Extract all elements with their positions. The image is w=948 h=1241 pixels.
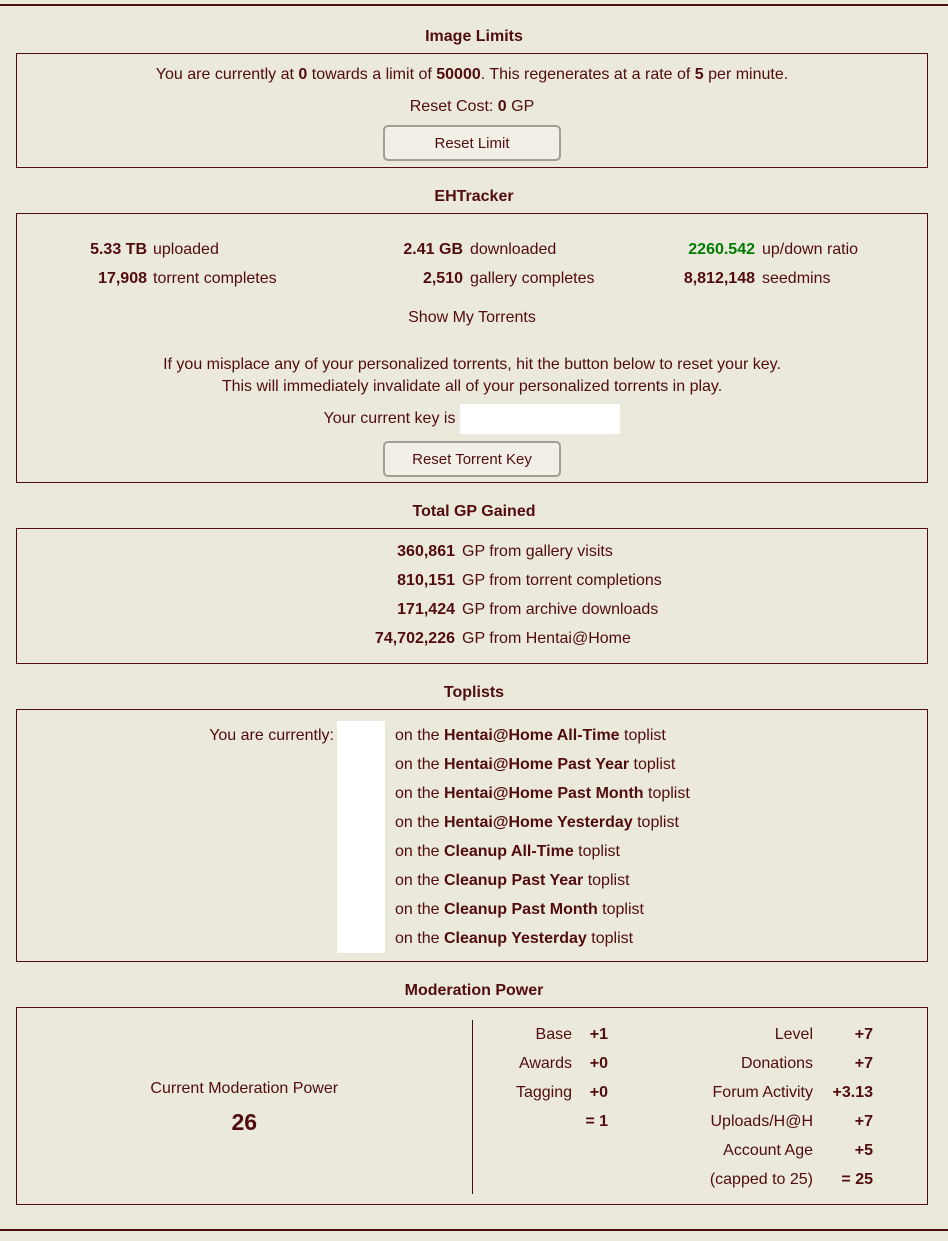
gp-gallery-visits-label: GP from gallery visits xyxy=(462,542,613,560)
section-title-moderation-power: Moderation Power xyxy=(404,982,544,999)
gp-table xyxy=(17,537,927,653)
gp-archive-downloads-value: 171,424 xyxy=(397,600,455,618)
toplist-link[interactable]: Hentai@Home Yesterday xyxy=(443,813,633,831)
mod-level-value: +7 xyxy=(854,1025,873,1043)
moderation-row xyxy=(17,1020,873,1049)
gp-torrent-completions-label: GP from torrent completions xyxy=(462,571,662,589)
toplist-prefix: on the xyxy=(395,929,444,947)
gp-gallery-visits-value: 360,861 xyxy=(397,542,455,560)
gp-row xyxy=(17,595,927,624)
toplist-link[interactable]: Cleanup All-Time xyxy=(443,842,574,860)
bottom-divider xyxy=(0,1229,948,1231)
gp-torrent-completions-value: 810,151 xyxy=(397,571,455,589)
toplist-suffix: toplist xyxy=(619,726,666,744)
toplist-prefix: on the xyxy=(395,755,444,773)
gp-row xyxy=(17,537,927,566)
seedmins-label: seedmins xyxy=(762,269,831,287)
toplists-intro: You are currently: xyxy=(209,727,334,744)
toplist-suffix: toplist xyxy=(629,755,676,773)
gp-hentai-at-home-value: 74,702,226 xyxy=(374,629,455,647)
toplist-prefix: on the xyxy=(395,784,444,802)
downloaded-label: downloaded xyxy=(470,240,557,258)
toplist-link[interactable]: Hentai@Home All-Time xyxy=(443,726,620,744)
stats-row xyxy=(17,235,927,264)
ratio-value: 2260.542 xyxy=(688,240,755,258)
current-key-line xyxy=(17,404,927,434)
toplists-panel xyxy=(16,709,928,962)
toplist-suffix: toplist xyxy=(597,900,644,918)
gp-hentai-at-home-label: GP from Hentai@Home xyxy=(462,629,631,647)
mod-forum-activity-label: Forum Activity xyxy=(712,1083,813,1101)
current-moderation-power-value: 26 xyxy=(231,1109,258,1135)
toplist-prefix: on the xyxy=(395,871,444,889)
downloaded-value: 2.41 GB xyxy=(403,240,463,258)
toplist-link[interactable]: Cleanup Past Year xyxy=(443,871,584,889)
moderation-power-panel xyxy=(16,1007,928,1205)
toplist-suffix: toplist xyxy=(583,871,630,889)
mod-left-sum-label xyxy=(472,1107,578,1136)
toplist-prefix: on the xyxy=(395,842,444,860)
toplist-suffix: toplist xyxy=(643,784,690,802)
tracker-stats-table xyxy=(17,235,927,293)
torrent-key-info xyxy=(17,354,927,397)
section-title-ehtracker: EHTracker xyxy=(434,188,514,205)
toplist-link[interactable]: Cleanup Yesterday xyxy=(443,929,587,947)
toplist-suffix: toplist xyxy=(573,842,620,860)
stats-row xyxy=(17,264,927,293)
torrent-completes-label: torrent completes xyxy=(153,269,277,287)
total-gp-panel xyxy=(16,528,928,664)
torrent-completes-value: 17,908 xyxy=(98,269,147,287)
gp-archive-downloads-label: GP from archive downloads xyxy=(462,600,659,618)
gallery-completes-label: gallery completes xyxy=(470,269,595,287)
toplist-link[interactable]: Hentai@Home Past Month xyxy=(443,784,644,802)
seedmins-value: 8,812,148 xyxy=(683,269,755,287)
mod-donations-value: +7 xyxy=(854,1054,873,1072)
ehtracker-panel xyxy=(16,213,928,483)
mod-awards-label: Awards xyxy=(518,1054,572,1072)
mod-uploads-hah-label: Uploads/H@H xyxy=(710,1112,813,1130)
mod-account-age-value: +5 xyxy=(854,1141,873,1159)
moderation-table xyxy=(17,1020,874,1194)
mod-donations-label: Donations xyxy=(740,1054,813,1072)
reset-limit-button[interactable]: Reset Limit xyxy=(383,125,561,161)
mod-base-label: Base xyxy=(535,1025,572,1043)
toplist-row xyxy=(17,721,927,750)
mod-left-sum-value: = 1 xyxy=(585,1112,608,1130)
toplist-suffix: toplist xyxy=(586,929,634,947)
current-moderation-power-cell xyxy=(17,1020,472,1194)
gp-row xyxy=(17,566,927,595)
toplist-link[interactable]: Hentai@Home Past Year xyxy=(443,755,630,773)
image-limits-panel xyxy=(16,53,928,168)
mod-capped-value: = 25 xyxy=(841,1170,873,1188)
toplist-prefix: on the xyxy=(395,726,444,744)
mod-uploads-hah-value: +7 xyxy=(854,1112,873,1130)
image-limits-status: You are currently at 0 towards a limit of 50000. This regenerates at a rate of 5 per minute. xyxy=(155,66,789,83)
current-moderation-power-label: Current Moderation Power xyxy=(150,1080,339,1097)
redacted-rank-column xyxy=(337,721,385,953)
reset-torrent-key-button[interactable]: Reset Torrent Key xyxy=(383,441,561,477)
uploaded-value: 5.33 TB xyxy=(90,240,147,258)
toplists-table xyxy=(17,721,927,953)
uploaded-label: uploaded xyxy=(153,240,219,258)
torrent-key-info-line1: If you misplace any of your personalized torrents, hit the button below to reset your key. xyxy=(163,356,781,373)
mod-forum-activity-value: +3.13 xyxy=(832,1083,873,1101)
gp-row xyxy=(17,624,927,653)
toplist-prefix: on the xyxy=(395,900,444,918)
mod-account-age-label: Account Age xyxy=(723,1141,813,1159)
current-key-label: Your current key is xyxy=(323,410,456,427)
top-divider xyxy=(0,4,948,6)
mod-tagging-value: +0 xyxy=(589,1083,608,1101)
mod-awards-value: +0 xyxy=(589,1054,608,1072)
mod-level-label: Level xyxy=(774,1025,813,1043)
mod-capped-label: (capped to 25) xyxy=(709,1170,813,1188)
toplist-link[interactable]: Cleanup Past Month xyxy=(443,900,598,918)
mod-tagging-label: Tagging xyxy=(515,1083,572,1101)
redacted-key-value xyxy=(460,404,620,434)
show-my-torrents-link[interactable]: Show My Torrents xyxy=(408,309,536,326)
section-title-total-gp: Total GP Gained xyxy=(412,503,536,520)
ratio-label: up/down ratio xyxy=(762,240,859,258)
section-title-toplists: Toplists xyxy=(443,684,505,701)
mod-base-value: +1 xyxy=(589,1025,608,1043)
toplist-suffix: toplist xyxy=(632,813,679,831)
gallery-completes-value: 2,510 xyxy=(422,269,463,287)
toplist-prefix: on the xyxy=(395,813,444,831)
torrent-key-info-line2: This will immediately invalidate all of your personalized torrents in play. xyxy=(221,377,723,395)
section-title-image-limits: Image Limits xyxy=(425,28,523,45)
reset-cost: Reset Cost: 0 GP xyxy=(409,98,535,115)
